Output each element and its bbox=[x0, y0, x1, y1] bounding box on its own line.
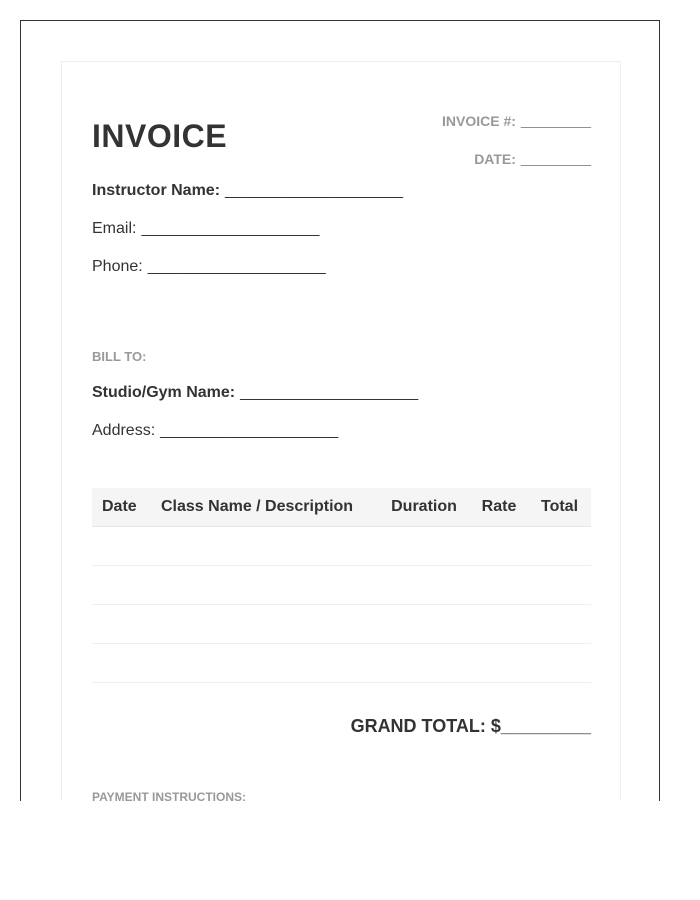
bill-to-heading: BILL TO: bbox=[92, 349, 147, 364]
table-row bbox=[92, 566, 591, 605]
invoice-date-blank[interactable]: _________ bbox=[520, 151, 591, 167]
table-cell[interactable] bbox=[92, 605, 151, 644]
invoice-date-field bbox=[474, 151, 591, 167]
table-cell[interactable] bbox=[92, 527, 151, 566]
phone-blank[interactable]: ____________________ bbox=[147, 258, 326, 275]
address-label: Address: bbox=[92, 422, 156, 439]
invoice-title: INVOICE bbox=[92, 118, 228, 154]
table-cell[interactable] bbox=[528, 644, 591, 683]
invoice-number-field bbox=[442, 113, 591, 129]
grand-total bbox=[351, 716, 591, 737]
table-cell[interactable] bbox=[470, 566, 528, 605]
email-label: Email: bbox=[92, 220, 137, 237]
payment-instructions-heading: PAYMENT INSTRUCTIONS: bbox=[92, 790, 247, 801]
invoice-date-label: DATE: bbox=[474, 151, 516, 167]
table-cell[interactable] bbox=[151, 527, 378, 566]
studio-name-blank[interactable]: ____________________ bbox=[240, 384, 419, 401]
instructor-name-field bbox=[92, 182, 403, 200]
table-header-row bbox=[92, 488, 591, 527]
table-row bbox=[92, 527, 591, 566]
studio-name-label: Studio/Gym Name: bbox=[92, 384, 236, 401]
table-cell[interactable] bbox=[378, 566, 470, 605]
table-cell[interactable] bbox=[378, 605, 470, 644]
column-header-date: Date bbox=[92, 488, 151, 527]
phone-field bbox=[92, 258, 326, 276]
line-items-table bbox=[92, 488, 591, 683]
table-cell[interactable] bbox=[92, 644, 151, 683]
table-cell[interactable] bbox=[378, 527, 470, 566]
table-cell[interactable] bbox=[92, 566, 151, 605]
email-blank[interactable]: ____________________ bbox=[141, 220, 320, 237]
document-frame bbox=[20, 20, 660, 801]
instructor-name-blank[interactable]: ____________________ bbox=[225, 182, 403, 199]
column-header-duration: Duration bbox=[378, 488, 470, 527]
table-cell[interactable] bbox=[470, 527, 528, 566]
column-header-rate: Rate bbox=[470, 488, 528, 527]
invoice-sheet bbox=[61, 61, 621, 801]
table-cell[interactable] bbox=[151, 644, 378, 683]
invoice-number-blank[interactable]: _________ bbox=[520, 113, 591, 129]
table-cell[interactable] bbox=[528, 566, 591, 605]
table-cell[interactable] bbox=[470, 644, 528, 683]
address-field bbox=[92, 422, 338, 440]
instructor-name-label: Instructor Name: bbox=[92, 182, 221, 199]
grand-total-label: GRAND TOTAL: $ bbox=[350, 716, 501, 736]
table-row bbox=[92, 644, 591, 683]
table-cell[interactable] bbox=[470, 605, 528, 644]
table-cell[interactable] bbox=[151, 605, 378, 644]
grand-total-blank[interactable]: _________ bbox=[500, 716, 591, 736]
table-cell[interactable] bbox=[528, 527, 591, 566]
table-row bbox=[92, 605, 591, 644]
column-header-total: Total bbox=[528, 488, 591, 527]
email-field bbox=[92, 220, 319, 238]
studio-name-field bbox=[92, 384, 418, 402]
address-blank[interactable]: ____________________ bbox=[160, 422, 339, 439]
column-header-description: Class Name / Description bbox=[151, 488, 378, 527]
phone-label: Phone: bbox=[92, 258, 143, 275]
table-cell[interactable] bbox=[151, 566, 378, 605]
table-cell[interactable] bbox=[378, 644, 470, 683]
table-cell[interactable] bbox=[528, 605, 591, 644]
invoice-number-label: INVOICE #: bbox=[442, 113, 516, 129]
